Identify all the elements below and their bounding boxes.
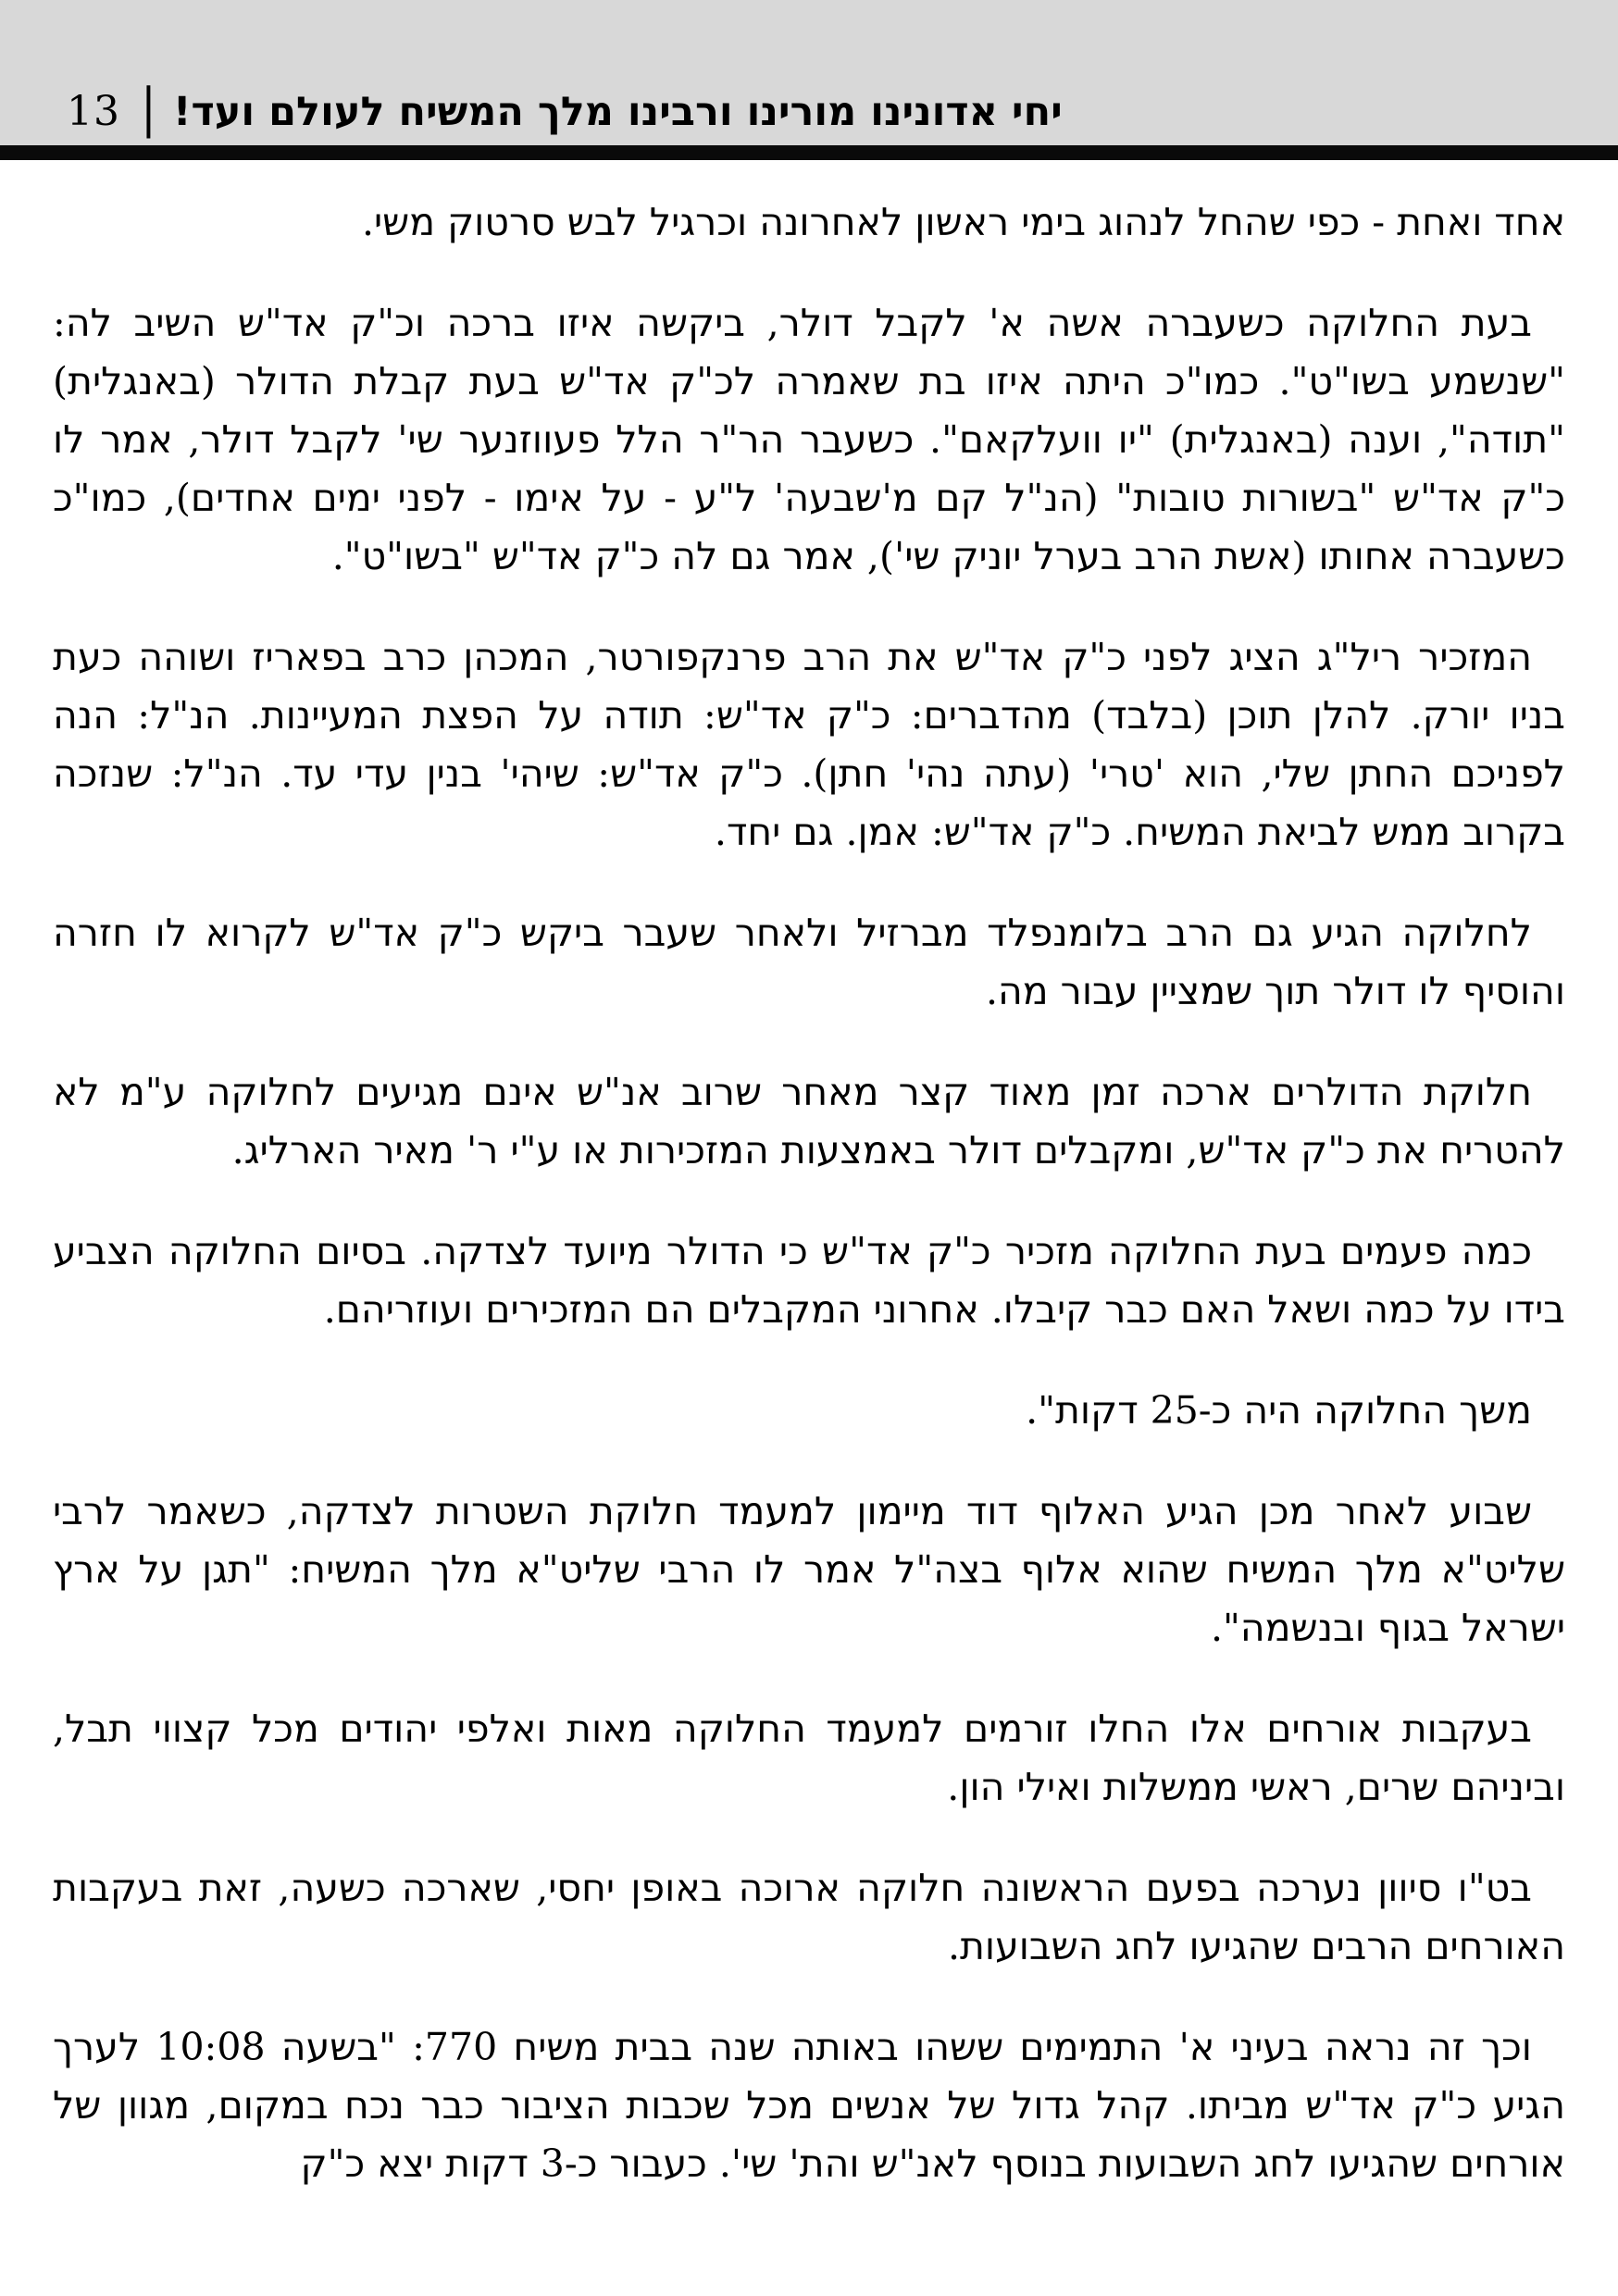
paragraph: בעקבות אורחים אלו החלו זורמים למעמד החלוקה מאות ואלפי יהודים מכל קצווי תבל, וביניהם שרים, ראשי ממשלות ואילי הון. [53, 1706, 1565, 1809]
page-number: 13 [67, 88, 120, 135]
header-rule [0, 145, 1618, 160]
page-header [0, 0, 1618, 145]
paragraph: משך החלוקה היה כ-25 דקות". [1026, 1388, 1532, 1433]
header-title: יחי אדונינו מורינו ורבינו מלך המשיח לעולם ועד! [172, 89, 1063, 135]
paragraph: אחד ואחת - כפי שהחל לנהוג בימי ראשון לאחרונה וכרגיל לבש סרטוק משי. [361, 200, 1565, 244]
header-separator: | [141, 77, 156, 139]
paragraph: חלוקת הדולרים ארכה זמן מאוד קצר מאחר שרוב אנ"ש אינם מגיעים לחלוקה ע"מ לא להטריח את כ"ק אד"ש, ומקבלים דולר באמצעות המזכירות או ע"י ר' מאיר הארליג. [53, 1070, 1565, 1173]
paragraph: בעת החלוקה כשעברה אשה א' לקבל דולר, ביקשה איזו ברכה וכ"ק אד"ש השיב לה: "שנשמע בשו"ט". כמו"כ היתה איזו בת שאמרה לכ"ק אד"ש בעת קבלת הדולר (באנגלית) "תודה", וענה (באנגלית) "יו וועלקאם". כשעבר הר"ר הלל פעווזנער שי' לקבל דולר, אמר לו כ"ק אד"ש "בשורות טובות" (הנ"ל קם מ'שבעה' ל"ע - על אימו - לפני ימים אחדים), כמו"כ כשעברה אחותו (אשת הרב בערל יוניק שי'), אמר גם לה כ"ק אד"ש "בשו"ט". [53, 301, 1565, 578]
paragraph: לחלוקה הגיע גם הרב בלומנפלד מברזיל ולאחר שעבר ביקש כ"ק אד"ש לקרוא לו חזרה והוסיף לו דולר תוך שמציין עבור מה. [53, 911, 1565, 1013]
paragraph: כמה פעמים בעת החלוקה מזכיר כ"ק אד"ש כי הדולר מיועד לצדקה. בסיום החלוקה הצביע בידו על כמה ושאל האם כבר קיבלו. אחרוני המקבלים הם המזכירים ועוזריהם. [53, 1229, 1565, 1332]
paragraph: בט"ו סיוון נערכה בפעם הראשונה חלוקה ארוכה באופן יחסי, שארכה כשעה, זאת בעקבות האורחים הרבים שהגיעו לחג השבועות. [53, 1866, 1565, 1968]
paragraph: וכך זה נראה בעיני א' התמימים ששהו באותה שנה בבית משיח 770: "בשעה 10:08 לערך הגיע כ"ק אד"ש מביתו. קהל גדול של אנשים מכל שכבות הציבור כבר נכח במקום, מגוון של אורחים שהגיעו לחג השבועות בנוסף לאנ"ש והת' שי'. כעבור כ-3 דקות יצא כ"ק [53, 2025, 1565, 2186]
paragraph: המזכיר ריל"ג הציג לפני כ"ק אד"ש את הרב פרנקפורטר, המכהן כרב בפאריז ושוהה כעת בניו יורק. להלן תוכן (בלבד) מהדברים: כ"ק אד"ש: תודה על הפצת המעיינות. הנ"ל: הנה לפניכם החתן שלי, הוא 'טרי' (עתה נהי' חתן). כ"ק אד"ש: שיהי' בנין עדי עד. הנ"ל: שנזכה בקרוב ממש לביאת המשיח. כ"ק אד"ש: אמן. גם יחד. [53, 635, 1565, 854]
page-content [0, 160, 1618, 2193]
paragraph: שבוע לאחר מכן הגיע האלוף דוד מיימון למעמד חלוקת השטרות לצדקה, כשאמר לרבי שליט"א מלך המשיח שהוא אלוף בצה"ל אמר לו הרבי שליט"א מלך המשיח: "תגן על ארץ ישראל בגוף ובנשמה". [53, 1489, 1565, 1650]
